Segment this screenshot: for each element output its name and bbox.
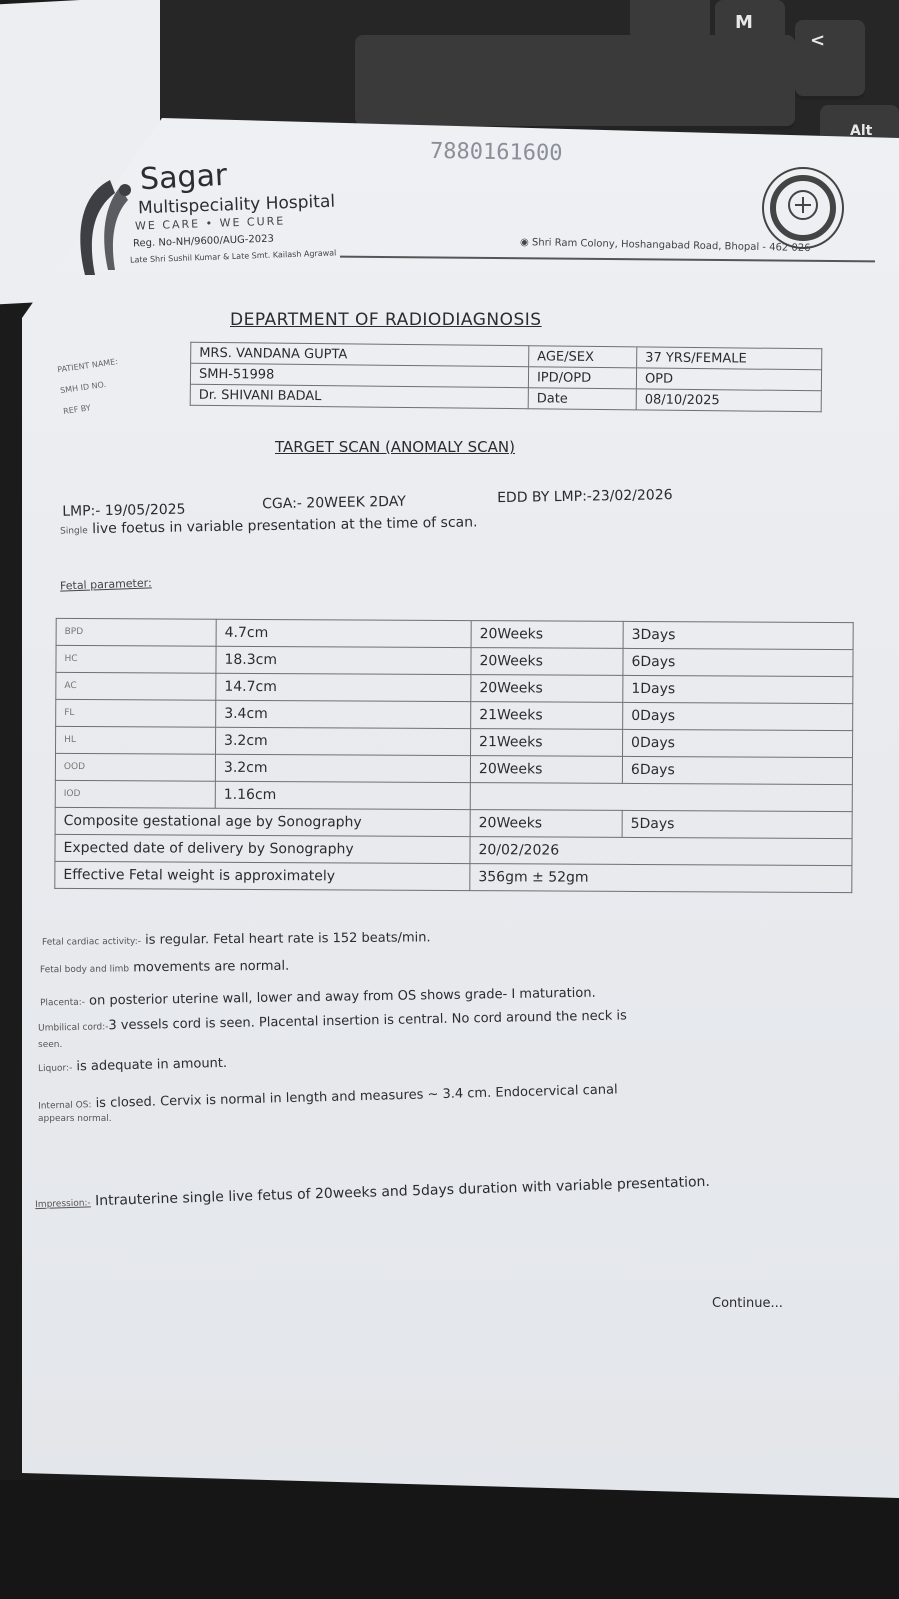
parameter-value: 1.16cm bbox=[215, 781, 470, 809]
table-row bbox=[55, 861, 852, 892]
table-row bbox=[56, 699, 853, 730]
cga-value: CGA:- 20WEEK 2DAY bbox=[262, 493, 406, 513]
impression-label: Impression:- bbox=[35, 1198, 91, 1211]
foetus-label: Single bbox=[59, 526, 88, 537]
table-surface bbox=[0, 1480, 899, 1599]
hospital-subtitle: Multispeciality Hospital bbox=[137, 191, 336, 219]
parameter-value: 3.2cm bbox=[215, 754, 470, 782]
keyboard-key bbox=[355, 35, 795, 130]
parameter-days: 6Days bbox=[622, 756, 852, 784]
parameter-weeks: 20Weeks bbox=[470, 756, 622, 784]
hospital-founder-note: Late Shri Sushil Kumar & Late Smt. Kailash Agrawal bbox=[129, 248, 337, 265]
patient-id-label: SMH ID NO. bbox=[59, 379, 107, 396]
handwritten-number: 7880161600 bbox=[429, 138, 563, 167]
parameter-label: IOD bbox=[55, 780, 215, 808]
patient-name-label: PATIENT NAME: bbox=[56, 357, 119, 375]
age-sex-value: 37 YRS/FEMALE bbox=[637, 347, 822, 370]
address-text: Shri Ram Colony, Hoshangabad Road, Bhopal - 462 026 bbox=[531, 237, 811, 255]
scan-title: TARGET SCAN (ANOMALY SCAN) bbox=[275, 438, 515, 456]
parameter-days: 1Days bbox=[623, 675, 853, 703]
hospital-registration: Reg. No-NH/9600/AUG-2023 bbox=[132, 233, 275, 250]
finding-liquor: Liquor:- is adequate in amount. bbox=[37, 1055, 228, 1075]
fetal-parameter-table bbox=[54, 618, 853, 893]
efw-label: Effective Fetal weight is approximately bbox=[55, 861, 470, 890]
parameter-days: 3Days bbox=[623, 621, 853, 649]
lmp-date: LMP:- 19/05/2025 bbox=[62, 501, 186, 520]
edd-sono-value: 20/02/2026 bbox=[470, 837, 852, 866]
referring-doctor: Dr. SHIVANI BADAL bbox=[190, 384, 528, 409]
composite-age-label: Composite gestational age by Sonography bbox=[55, 807, 470, 836]
parameter-label: FL bbox=[56, 699, 216, 727]
ipd-opd-value: OPD bbox=[636, 368, 821, 391]
accreditation-seal-icon bbox=[760, 165, 846, 251]
finding-movements: Fetal body and limb movements are normal. bbox=[39, 958, 290, 976]
parameter-label: OOD bbox=[55, 753, 215, 781]
finding-internal-os-cont: appears normal. bbox=[38, 1114, 112, 1124]
ipd-opd-label: IPD/OPD bbox=[528, 367, 636, 389]
continue-note: Continue... bbox=[712, 1296, 783, 1311]
finding-internal-os: Internal OS: is closed. Cervix is normal in length and measures ~ 3.4 cm. Endocervical canal bbox=[38, 1082, 618, 1112]
parameter-value: 14.7cm bbox=[216, 673, 471, 701]
keyboard-key: < bbox=[795, 20, 865, 100]
parameter-label: AC bbox=[56, 672, 216, 700]
parameter-weeks: 21Weeks bbox=[471, 702, 623, 730]
table-row bbox=[55, 780, 852, 811]
parameter-weeks: 20Weeks bbox=[471, 621, 623, 649]
department-title: DEPARTMENT OF RADIODIAGNOSIS bbox=[230, 310, 542, 330]
efw-value: 356gm ± 52gm bbox=[470, 864, 852, 893]
keyboard-key: M bbox=[715, 0, 785, 70]
hospital-logo-icon bbox=[70, 175, 145, 285]
parameter-value: 4.7cm bbox=[216, 619, 471, 647]
date-label: Date bbox=[528, 388, 636, 410]
parameter-label: HL bbox=[56, 726, 216, 754]
parameter-weeks: 20Weeks bbox=[471, 648, 623, 676]
hospital-tagline: WE CARE • WE CURE bbox=[134, 214, 286, 233]
parameter-label: BPD bbox=[56, 618, 216, 646]
finding-umbilical-cord-cont: seen. bbox=[38, 1040, 63, 1050]
edd-by-lmp: EDD BY LMP:-23/02/2026 bbox=[496, 487, 673, 507]
finding-placenta: Placenta:- on posterior uterine wall, lower and away from OS shows grade- I maturation. bbox=[39, 985, 596, 1009]
edd-sono-label: Expected date of delivery by Sonography bbox=[55, 834, 470, 863]
finding-cardiac: Fetal cardiac activity:- is regular. Fetal heart rate is 152 beats/min. bbox=[41, 930, 431, 948]
finding-umbilical-cord: Umbilical cord:-3 vessels cord is seen. Placental insertion is central. No cord around the neck is bbox=[37, 1008, 627, 1034]
parameter-days: 0Days bbox=[622, 729, 852, 757]
parameter-days: 6Days bbox=[623, 648, 853, 676]
parameter-weeks: 20Weeks bbox=[471, 675, 623, 703]
parameter-value: 3.2cm bbox=[216, 727, 471, 755]
parameter-label: HC bbox=[56, 645, 216, 673]
foetus-text: live foetus in variable presentation at the time of scan. bbox=[92, 514, 478, 538]
table-row bbox=[56, 618, 853, 649]
table-row bbox=[55, 807, 852, 838]
patient-info-table bbox=[190, 342, 823, 413]
date-value: 08/10/2025 bbox=[636, 389, 821, 412]
table-row bbox=[55, 834, 852, 865]
parameter-value: 3.4cm bbox=[216, 700, 471, 728]
patient-labels bbox=[56, 351, 125, 422]
patient-name: MRS. VANDANA GUPTA bbox=[191, 342, 529, 367]
composite-weeks: 20Weeks bbox=[470, 810, 622, 838]
composite-days: 5Days bbox=[622, 810, 852, 838]
parameter-days: 0Days bbox=[623, 702, 853, 730]
parameter-value: 18.3cm bbox=[216, 646, 471, 674]
impression-text: Intrauterine single live fetus of 20weeks and 5days duration with variable presentation. bbox=[90, 1173, 711, 1210]
parameter-weeks bbox=[470, 783, 852, 812]
keyboard-key: Alt bbox=[820, 105, 899, 155]
table-row bbox=[56, 645, 853, 676]
table-row bbox=[55, 753, 852, 784]
parameter-weeks: 21Weeks bbox=[470, 729, 622, 757]
ref-by-label: REF BY bbox=[62, 403, 92, 416]
location-pin-icon: ◉ bbox=[519, 236, 533, 249]
age-sex-label: AGE/SEX bbox=[529, 346, 637, 368]
table-row bbox=[56, 672, 853, 703]
hospital-name: Sagar bbox=[139, 157, 229, 198]
fetal-parameter-heading: Fetal parameter: bbox=[59, 576, 152, 593]
table-row bbox=[56, 726, 853, 757]
patient-id: SMH-51998 bbox=[190, 363, 528, 388]
